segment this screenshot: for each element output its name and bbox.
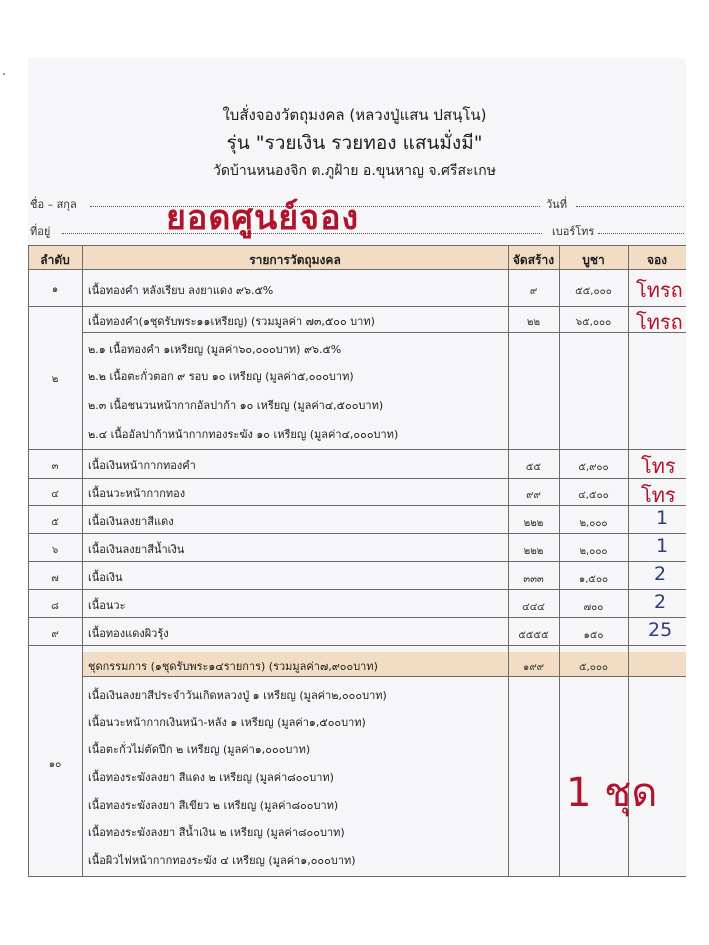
name-label: ชื่อ – สกุล xyxy=(30,198,77,211)
set-item: ชุดกรรมการ (๑ชุดรับพระ๑๔รายการ) (รวมมูลค่า๗,๙๐๐บาท) xyxy=(88,660,378,673)
row-price: ๕,๙๐๐ xyxy=(578,462,609,473)
col-header-item: รายการวัตถุมงคล xyxy=(249,253,341,267)
temple-address: วัดบ้านหนองจิก ต.ภูฝ้าย อ.ขุนหาญ จ.ศรีสะเกษ xyxy=(212,163,496,179)
set-booked: 1 ชุด xyxy=(566,770,658,816)
row-made: ๒๒๒ xyxy=(523,518,544,529)
row-item: เนื้อเงินลงยาสีแดง xyxy=(88,515,174,528)
col-header-made: จัดสร้าง xyxy=(512,253,555,267)
row-price: ๑๕๐ xyxy=(583,630,604,641)
grid-line xyxy=(28,589,686,590)
row-price: ๗๐๐ xyxy=(583,602,604,613)
set-subitem: เนื้อผิวไฟหน้ากากทองระฆัง ๔ เหรียญ (มูลค่า๑,๐๐๐บาท) xyxy=(88,854,356,867)
grid-line xyxy=(28,533,686,534)
row-number: ๙ xyxy=(51,629,59,640)
grid-line xyxy=(508,245,509,876)
row-number: ๖ xyxy=(51,545,59,556)
doc-subtitle: รุ่น "รวยเงิน รวยทอง แสนมั่งมี" xyxy=(226,132,483,154)
col-header-booked: จอง xyxy=(646,253,668,267)
doc-title: ใบสั่งจองวัตถุมงคล (หลวงปู่แสน ปสนฺโน) xyxy=(222,106,487,124)
row-item: เนื้อนวะ xyxy=(88,599,126,612)
row-number: ๗ xyxy=(51,573,59,584)
grid-line xyxy=(28,245,686,246)
grid-line xyxy=(28,306,686,307)
edge-mark: · xyxy=(2,68,7,83)
row-booked: โทรถ xyxy=(636,278,683,302)
row-price: ๑,๕๐๐ xyxy=(578,574,609,585)
set-subitem: เนื้อนวะหน้ากากเงินหน้า-หลัง ๑ เหรียญ (มูลค่า๑,๕๐๐บาท) xyxy=(88,716,366,729)
grid-line xyxy=(82,245,83,876)
row-number: ๒ xyxy=(51,374,59,385)
row-made: ๙๙ xyxy=(526,490,541,501)
row-made: ๓๓๓ xyxy=(523,574,544,585)
row-subitem: ๒.๑ เนื้อทองคำ ๑เหรียญ (มูลค่า๖๐,๐๐๐บาท) ๙๖.๕% xyxy=(88,343,342,356)
set-made: ๑๙๙ xyxy=(523,662,544,673)
row-item: เนื้อทองคำ(๑ชุดรับพระ๑๑เหรียญ) (รวมมูลค่า ๗๓,๕๐๐ บาท) xyxy=(88,315,375,328)
row-subitem: ๒.๓ เนื้อชนวนหน้ากากอัลปาก้า ๑๐ เหรียญ (มูลค่า๔,๕๐๐บาท) xyxy=(88,399,384,412)
row-made: ๕๕๕๕ xyxy=(518,630,549,641)
booking-stamp: ยอดศูนย์จอง xyxy=(166,198,360,238)
row-booked: โทร xyxy=(641,454,676,478)
row-booked: โทร xyxy=(641,483,676,507)
grid-line xyxy=(28,561,686,562)
address-label: ที่อยู่ xyxy=(30,225,51,238)
row-made: ๙ xyxy=(529,286,538,297)
set-subitem: เนื้อทองระฆังลงยา สีแดง ๒ เหรียญ (มูลค่า๘๐๐บาท) xyxy=(88,771,334,784)
row-item: เนื้อทองคำ หลังเรียบ ลงยาแดง ๙๖.๕% xyxy=(88,284,274,297)
row-item: เนื้อนวะหน้ากากทอง xyxy=(88,487,186,500)
col-header-no: ลำดับ xyxy=(40,253,70,267)
set-subitem: เนื้อทองระฆังลงยา สีเขียว ๒ เหรียญ (มูลค่า๘๐๐บาท) xyxy=(88,799,339,812)
row-number: ๓ xyxy=(51,461,59,472)
grid-line xyxy=(82,676,686,677)
row-item: เนื้อเงินลงยาสีน้ำเงิน xyxy=(88,543,185,556)
row-price: ๒,๐๐๐ xyxy=(579,546,608,557)
row-item: เนื้อทองแดงผิวรุ้ง xyxy=(88,627,169,640)
row-number: ๑๐ xyxy=(48,759,62,770)
row-made: ๒๒๒ xyxy=(523,546,544,557)
phone-field[interactable] xyxy=(598,233,684,234)
row-made: ๒๒ xyxy=(526,317,541,328)
col-header-price: บูชา xyxy=(582,253,605,267)
grid-line xyxy=(28,645,686,646)
row-number: ๑ xyxy=(51,284,59,295)
row-booked: 1 xyxy=(656,535,669,557)
set-subitem: เนื้อทองระฆังลงยา สีน้ำเงิน ๒ เหรียญ (มูลค่า๘๐๐บาท) xyxy=(88,826,345,839)
row-price: ๕๕,๐๐๐ xyxy=(575,286,612,297)
grid-line xyxy=(28,876,686,877)
grid-line xyxy=(559,245,560,876)
row-item: เนื้อเงิน xyxy=(88,571,123,584)
row-booked: 25 xyxy=(648,619,673,641)
row-price: ๒,๐๐๐ xyxy=(579,518,608,529)
row-booked: โทรถ xyxy=(636,310,683,334)
row-subitem: ๒.๒ เนื้อตะกั่วตอก ๙ รอบ ๑๐ เหรียญ (มูลค่า๕,๐๐๐บาท) xyxy=(88,370,354,383)
row-number: ๕ xyxy=(51,517,59,528)
set-price: ๕,๐๐๐ xyxy=(578,662,609,673)
phone-label: เบอร์โทร xyxy=(552,225,595,238)
grid-line xyxy=(28,449,686,450)
set-subitem: เนื้อเงินลงยาสีประจำวันเกิดหลวงปู่ ๑ เหรียญ (มูลค่า๒,๐๐๐บาท) xyxy=(88,689,387,702)
grid-line xyxy=(28,478,686,479)
date-field[interactable] xyxy=(576,206,684,207)
row-booked: 2 xyxy=(654,563,667,585)
grid-line xyxy=(28,505,686,506)
date-label: วันที่ xyxy=(546,198,567,211)
grid-line xyxy=(28,245,29,876)
grid-line xyxy=(28,617,686,618)
row-booked: 1 xyxy=(656,507,669,529)
row-number: ๔ xyxy=(51,489,59,500)
row-made: ๔๔๔ xyxy=(522,602,545,613)
row-booked: 2 xyxy=(654,591,667,613)
row-price: ๔,๕๐๐ xyxy=(578,490,609,501)
row-price: ๖๕,๐๐๐ xyxy=(575,317,612,328)
grid-line xyxy=(82,332,686,333)
set-subitem: เนื้อตะกั่วไม่ตัดปีก ๒ เหรียญ (มูลค่า๑,๐๐๐บาท) xyxy=(88,743,311,756)
row-item: เนื้อเงินหน้ากากทองคำ xyxy=(88,459,196,472)
row-subitem: ๒.๔ เนื้ออัลปาก้าหน้ากากทองระฆัง ๑๐ เหรียญ (มูลค่า๔,๐๐๐บาท) xyxy=(88,428,399,441)
row-number: ๘ xyxy=(51,601,59,612)
row-made: ๕๕ xyxy=(525,462,542,473)
